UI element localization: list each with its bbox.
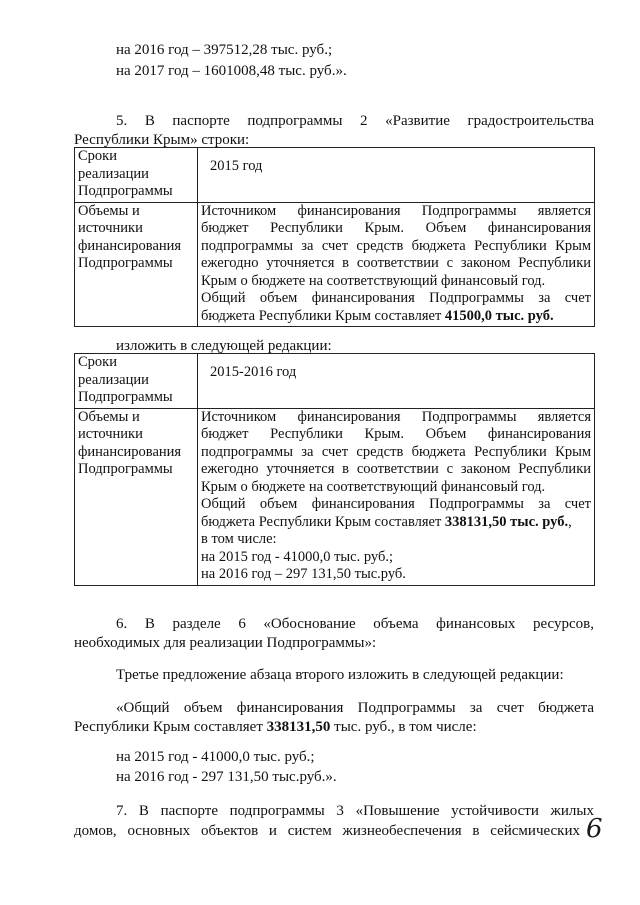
third-sentence-line: Третье предложение абзаца второго изложить в следующей редакции: [116, 667, 564, 683]
table-new [74, 353, 595, 586]
period-value: 2015-2016 год [198, 354, 595, 409]
table-new-row-funding [75, 408, 595, 585]
item7-line2: домов, основных объектов и систем жизнеобеспечения в сейсмических [74, 823, 580, 839]
page-number: 6 [586, 814, 603, 844]
item6-line2: необходимых для реализации Подпрограммы»: [74, 635, 377, 651]
funding-text: Источником финансирования Подпрограммы является бюджет Республики Крым. Объем финансирования подпрограммы за счет средств бюджета Республики Крым ежегодно уточняется в соответствии с законом Республики Крым о бюджете на соответствующий финансовый год. Общий объем финансирования Подпрограммы за счет бюджета Республики Крым составляет 41500,0 тыс. руб. [198, 202, 595, 327]
item7-line1: 7. В паспорте подпрограммы 3 «Повышение устойчивости жилых [116, 803, 594, 819]
table-new-row-period [75, 354, 595, 409]
quote-line1: «Общий объем финансирования Подпрограммы за счет бюджета [116, 700, 594, 716]
item5-line2: Республики Крым» строки: [74, 132, 250, 148]
funding-total: 41500,0 тыс. руб. [444, 307, 554, 324]
label-cell: Объемы и источники финансирования Подпрограммы [75, 408, 198, 585]
table-current-row-period [75, 148, 595, 203]
funding-text: Источником финансирования Подпрограммы является бюджет Республики Крым. Объем финансирования подпрограммы за счет средств бюджета Республики Крым ежегодно уточняется в соответствии с законом Республики Крым о бюджете на соответствующий финансовый год. Общий объем финансирования Подпрограммы за счет бюджета Республики Крым составляет 338131,50 тыс. руб., в том числе: на 2015 год - 41000,0 тыс. руб.; на 2016 год – 297 131,50 тыс.руб. [198, 408, 595, 585]
item5-line1: 5. В паспорте подпрограммы 2 «Развитие градостроительства [116, 113, 594, 129]
intro-line-2016: на 2016 год – 397512,28 тыс. руб.; [116, 42, 333, 58]
quote-total: 338131,50 [266, 719, 331, 735]
funding-total: 338131,50 тыс. руб. [444, 513, 569, 530]
item6-line1: 6. В разделе 6 «Обоснование объема финансовых ресурсов, [116, 616, 594, 632]
intro-line-2017: на 2017 год – 1601008,48 тыс. руб.». [116, 63, 347, 79]
period-value: 2015 год [198, 148, 595, 203]
label-cell: Объемы и источники финансирования Подпрограммы [75, 202, 198, 327]
label-cell: Сроки реализации Подпрограммы [75, 148, 198, 203]
replace-line: изложить в следующей редакции: [116, 338, 332, 354]
table-current [74, 147, 595, 327]
label-cell: Сроки реализации Подпрограммы [75, 354, 198, 409]
table-current-row-funding [75, 202, 595, 327]
quote-line2: Республики Крым составляет 338131,50 тыс. руб., в том числе: [74, 719, 477, 735]
quote-line3: на 2015 год - 41000,0 тыс. руб.; [116, 749, 315, 765]
quote-line4: на 2016 год - 297 131,50 тыс.руб.». [116, 769, 337, 785]
